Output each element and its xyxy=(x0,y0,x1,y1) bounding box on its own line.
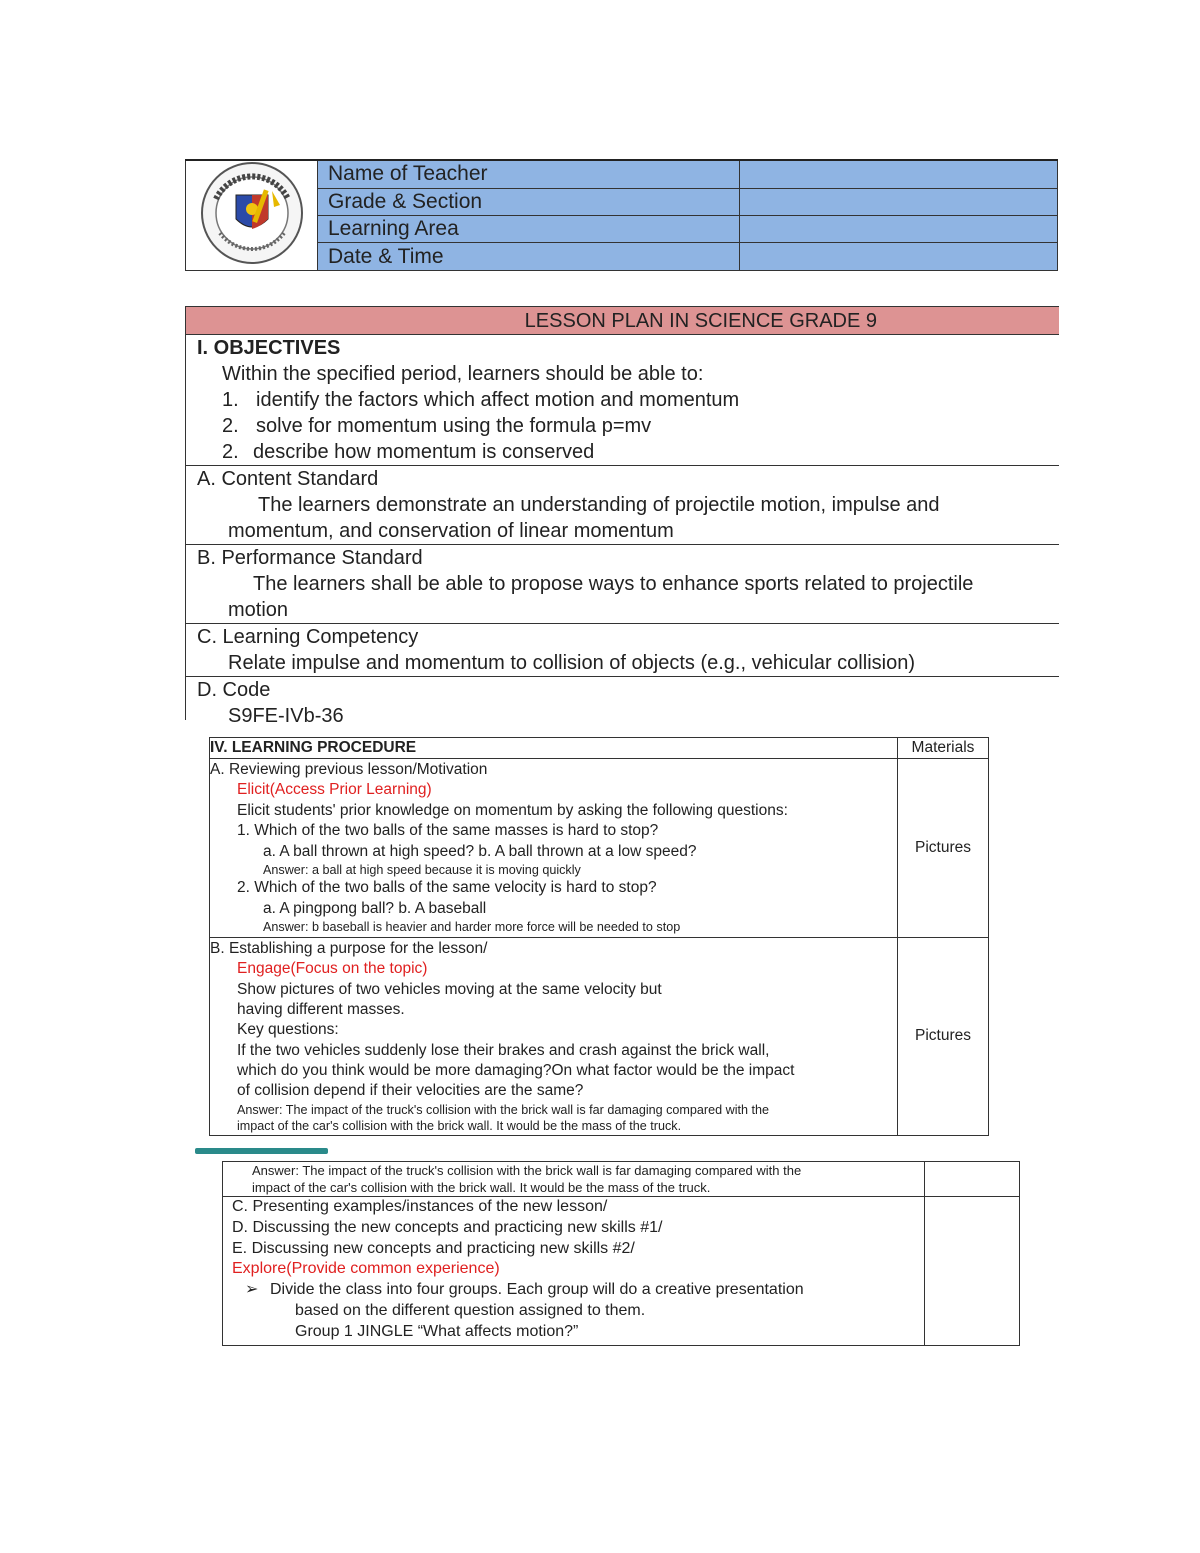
content-standard-text: The learners demonstrate an understanding of projectile motion, impulse and xyxy=(258,494,940,516)
section-a-materials: Pictures xyxy=(898,759,989,938)
explore-phase: Explore(Provide common experience) xyxy=(232,1260,500,1278)
section-c-title: C. Presenting examples/instances of the new lesson/ xyxy=(232,1198,608,1215)
teacher-info-table xyxy=(185,159,1058,271)
group-1-text: Group 1 JINGLE “What affects motion?” xyxy=(295,1322,579,1340)
objective-num: 1. xyxy=(222,389,239,411)
objective-item xyxy=(186,387,1059,413)
bullet-text: based on the different question assigned to them. xyxy=(295,1301,646,1319)
continuation-table xyxy=(222,1161,1020,1346)
procedure-section-b xyxy=(210,937,898,1135)
objectives-intro: Within the specified period, learners should be able to: xyxy=(222,363,704,385)
learning-competency-section xyxy=(186,624,1059,677)
learning-procedure-scan xyxy=(165,733,1038,1134)
objective-num: 2. xyxy=(222,441,239,463)
objective-text: solve for momentum using the formula p=mv xyxy=(256,415,652,437)
continuation-answer-line: impact of the car's collision with the brick wall. It would be the mass of the truck. xyxy=(252,1180,711,1195)
header-value[interactable] xyxy=(740,243,1058,271)
section-b-materials: Pictures xyxy=(898,937,989,1135)
continuation-answer xyxy=(223,1162,925,1197)
section-b-answer: impact of the car's collision with the brick wall. It would be the mass of the truck. xyxy=(237,1119,682,1134)
procedure-heading: IV. LEARNING PROCEDURE xyxy=(210,738,898,759)
section-e-title: E. Discussing new concepts and practicing new skills #2/ xyxy=(232,1239,635,1257)
code-section xyxy=(186,677,1059,729)
section-b-phase: Engage(Focus on the topic) xyxy=(237,960,428,978)
procedure-sections-cde xyxy=(223,1197,925,1346)
content-standard-heading: A. Content Standard xyxy=(197,468,379,490)
section-a-options: a. A ball thrown at high speed? b. A ball thrown at a low speed? xyxy=(263,842,697,860)
section-a-answer: Answer: b baseball is heavier and harder more force will be needed to stop xyxy=(263,920,681,935)
objective-item xyxy=(186,439,1059,465)
learning-competency-heading: C. Learning Competency xyxy=(197,626,419,648)
objective-num: 2. xyxy=(222,415,239,437)
lesson-plan-title: LESSON PLAN IN SCIENCE GRADE 9 xyxy=(186,307,1059,335)
code-heading: D. Code xyxy=(197,679,271,701)
section-a-intro: Elicit students' prior knowledge on momentum by asking the following questions: xyxy=(237,801,788,819)
section-a-answer: Answer: a ball at high speed because it is moving quickly xyxy=(263,862,581,877)
performance-standard-text: The learners shall be able to propose ways to enhance sports related to projectile xyxy=(253,573,974,595)
bullet-item xyxy=(232,1280,924,1301)
continuation-materials xyxy=(925,1197,1020,1346)
header-label: Date & Time xyxy=(318,243,740,271)
objective-text: describe how momentum is conserved xyxy=(253,441,595,463)
arrow-bullet-icon: ➢ xyxy=(245,1281,259,1299)
content-standard-section xyxy=(186,466,1059,545)
continuation-answer-line: Answer: The impact of the truck's collision with the brick wall is far damaging compared with the xyxy=(252,1163,802,1178)
section-b-text: having different masses. xyxy=(237,1000,405,1018)
performance-standard-heading: B. Performance Standard xyxy=(197,547,423,569)
objectives-heading: I. OBJECTIVES xyxy=(197,337,341,359)
section-a-title: A. Reviewing previous lesson/Motivation xyxy=(210,761,488,778)
section-a-phase: Elicit(Access Prior Learning) xyxy=(237,781,432,799)
continuation-materials xyxy=(925,1162,1020,1197)
section-a-question: 2. Which of the two balls of the same velocity is hard to stop? xyxy=(237,879,657,897)
header-label: Grade & Section xyxy=(318,188,740,215)
continuation-scan xyxy=(176,1161,1059,1385)
header-value[interactable] xyxy=(740,188,1058,215)
performance-standard-text: motion xyxy=(228,599,289,621)
section-b-title: B. Establishing a purpose for the lesson/ xyxy=(210,939,488,957)
logo-cell xyxy=(186,160,318,271)
objective-text: identify the factors which affect motion and momentum xyxy=(256,389,740,411)
section-a-question: 1. Which of the two balls of the same masses is hard to stop? xyxy=(237,822,659,840)
learning-procedure-table xyxy=(209,737,989,1136)
performance-standard-section xyxy=(186,545,1059,624)
header-value[interactable] xyxy=(740,160,1058,188)
header-label: Name of Teacher xyxy=(318,160,740,188)
section-d-title: D. Discussing the new concepts and practicing new skills #1/ xyxy=(232,1218,663,1236)
section-b-text: which do you think would be more damaging?On what factor would be the impact xyxy=(237,1062,795,1080)
learning-competency-text: Relate impulse and momentum to collision of objects (e.g., vehicular collision) xyxy=(228,652,915,674)
procedure-section-a xyxy=(210,759,898,938)
section-b-text: Show pictures of two vehicles moving at the same velocity but xyxy=(237,980,662,998)
objectives-section xyxy=(186,335,1059,466)
section-b-text: of collision depend if their velocities are the same? xyxy=(237,1082,584,1100)
header-label: Learning Area xyxy=(318,215,740,242)
section-b-text: Key questions: xyxy=(237,1021,339,1039)
section-a-options: a. A pingpong ball? b. A baseball xyxy=(263,899,487,917)
content-standard-text: momentum, and conservation of linear momentum xyxy=(228,520,674,542)
divider-bar xyxy=(195,1148,328,1154)
objective-item xyxy=(186,413,1059,439)
bullet-text: Divide the class into four groups. Each group will do a creative presentation xyxy=(270,1281,804,1299)
lesson-plan xyxy=(185,306,1059,727)
header-value[interactable] xyxy=(740,215,1058,242)
materials-header: Materials xyxy=(898,738,989,759)
section-b-answer: Answer: The impact of the truck's collision with the brick wall is far damaging compared with the xyxy=(237,1102,770,1117)
code-text: S9FE-IVb-36 xyxy=(228,705,344,727)
deped-seal-icon xyxy=(196,161,308,265)
section-b-text: If the two vehicles suddenly lose their brakes and crash against the brick wall, xyxy=(237,1041,770,1059)
